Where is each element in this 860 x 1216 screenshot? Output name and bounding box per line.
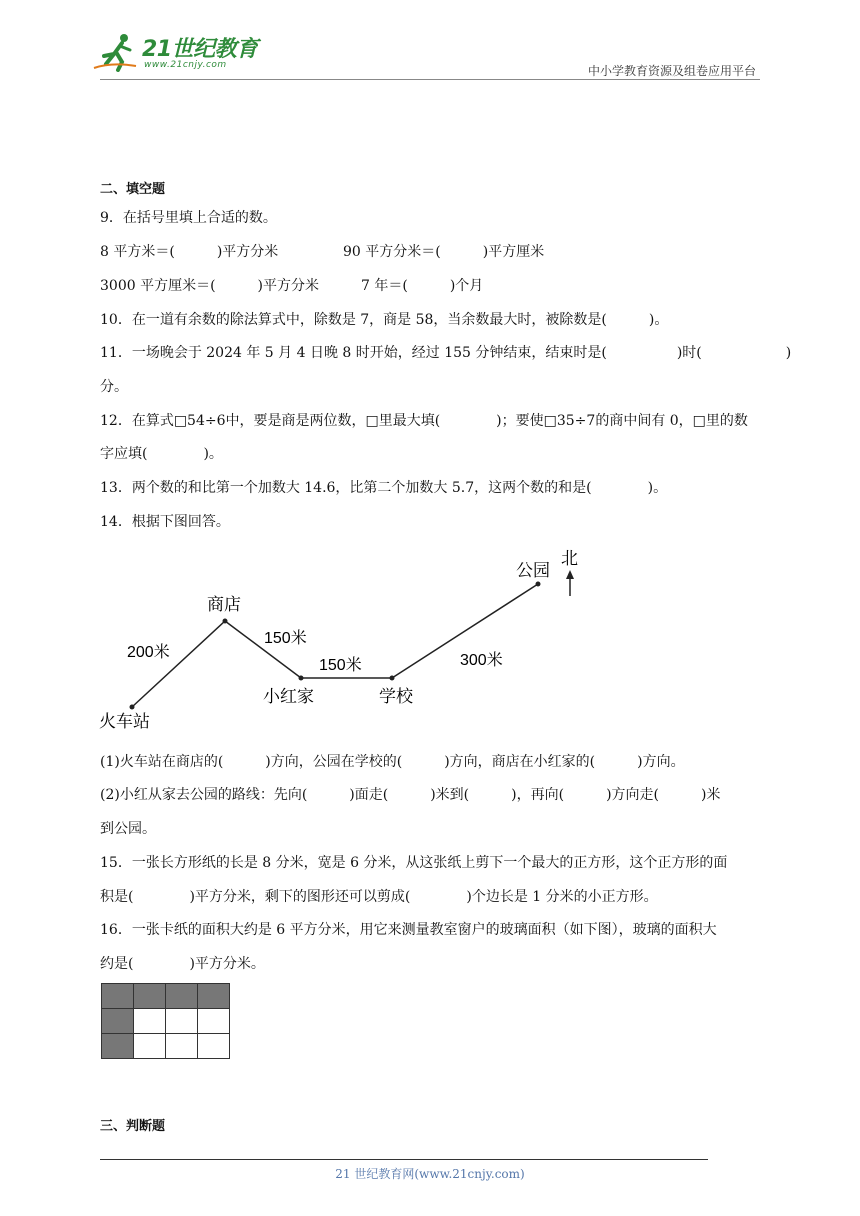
page-footer: 21 世纪教育网(www.21cnjy.com) <box>335 1167 525 1181</box>
question-15-line2: 积是( )平方分米，剩下的图形还可以剪成( )个边长是 1 分米的小正方形。 <box>100 889 658 905</box>
school-dot <box>390 676 395 681</box>
header-divider <box>100 79 760 80</box>
question-13: 13．两个数的和比第一个加数大 14.6，比第二个加数大 5.7，这两个数的和是( )。 <box>100 480 668 496</box>
question-14: 14．根据下图回答。 <box>100 514 230 530</box>
north-label: 北 <box>561 549 578 568</box>
question-9-row1-a: 8 平方米＝( )平方分米 <box>100 244 279 260</box>
grid-cell <box>166 1009 198 1034</box>
label-home: 小红家 <box>263 687 314 706</box>
logo-text: 21世纪教育 <box>142 37 258 62</box>
grid-cell-shaded <box>134 984 166 1009</box>
question-9-row2-b: 7 年＝( )个月 <box>361 278 484 294</box>
question-9-row1-b: 90 平方分米＝( )平方厘米 <box>343 244 545 260</box>
route-diagram <box>95 540 595 740</box>
label-shop: 商店 <box>207 595 241 614</box>
grid-cell <box>198 1034 230 1059</box>
grid-cell-shaded <box>198 984 230 1009</box>
question-10: 10．在一道有余数的除法算式中，除数是 7，商是 58，当余数最大时，被除数是( )。 <box>100 312 669 328</box>
label-station: 火车站 <box>99 712 150 731</box>
station-dot <box>130 705 135 710</box>
question-16-line1: 16．一张卡纸的面积大约是 6 平方分米，用它来测量教室窗户的玻璃面积（如下图），玻璃的面积大 <box>100 922 717 938</box>
question-12-line2: 字应填( )。 <box>100 446 223 462</box>
distance-home-school: 150米 <box>319 657 362 674</box>
grid-cell <box>166 1034 198 1059</box>
question-12-line1: 12．在算式□54÷6中，要是商是两位数，□里最大填( )；要使□35÷7的商中间有 0，□里的数 <box>100 413 748 429</box>
section-fill-blank: 二、填空题 <box>100 182 166 197</box>
question-11-line2: 分。 <box>100 379 128 395</box>
park-dot <box>536 582 541 587</box>
question-16-line2: 约是( )平方分米。 <box>100 956 265 972</box>
runner-icon <box>92 32 142 72</box>
shop-dot <box>223 619 228 624</box>
page-header <box>0 0 860 80</box>
question-14-1: (1)火车站在商店的( )方向，公园在学校的( )方向，商店在小红家的( )方向。 <box>100 754 685 770</box>
label-park: 公园 <box>516 561 550 580</box>
grid-cell <box>134 1009 166 1034</box>
grid-cell-shaded <box>102 984 134 1009</box>
north-arrowhead-icon <box>566 570 574 579</box>
section-judge: 三、判断题 <box>100 1119 166 1134</box>
grid-cell <box>198 1009 230 1034</box>
home-dot <box>299 676 304 681</box>
grid-cell <box>134 1034 166 1059</box>
window-grid <box>101 983 230 1059</box>
question-14-2-line1: (2)小红从家去公园的路线：先向( )面走( )米到( )，再向( )方向走( )米 <box>100 787 721 803</box>
question-11-line1: 11．一场晚会于 2024 年 5 月 4 日晚 8 时开始，经过 155 分钟结束，结束时是( )时( ) <box>100 345 792 361</box>
route-path <box>132 584 538 707</box>
question-9: 9．在括号里填上合适的数。 <box>100 210 277 226</box>
grid-cell-shaded <box>102 1034 134 1059</box>
site-logo <box>92 32 262 78</box>
label-school: 学校 <box>379 687 413 706</box>
grid-cell-shaded <box>166 984 198 1009</box>
question-15-line1: 15．一张长方形纸的长是 8 分米，宽是 6 分米，从这张纸上剪下一个最大的正方形，这个正方形的面 <box>100 855 728 871</box>
question-14-2-line2: 到公园。 <box>100 821 156 837</box>
footer-divider <box>100 1159 708 1160</box>
grid-cell-shaded <box>102 1009 134 1034</box>
logo-url: www.21cnjy.com <box>144 60 227 70</box>
distance-shop-home: 150米 <box>264 630 307 647</box>
platform-name: 中小学教育资源及组卷应用平台 <box>587 64 756 78</box>
question-9-row2-a: 3000 平方厘米＝( )平方分米 <box>100 278 320 294</box>
distance-station-shop: 200米 <box>127 644 170 661</box>
distance-school-park: 300米 <box>460 652 503 669</box>
